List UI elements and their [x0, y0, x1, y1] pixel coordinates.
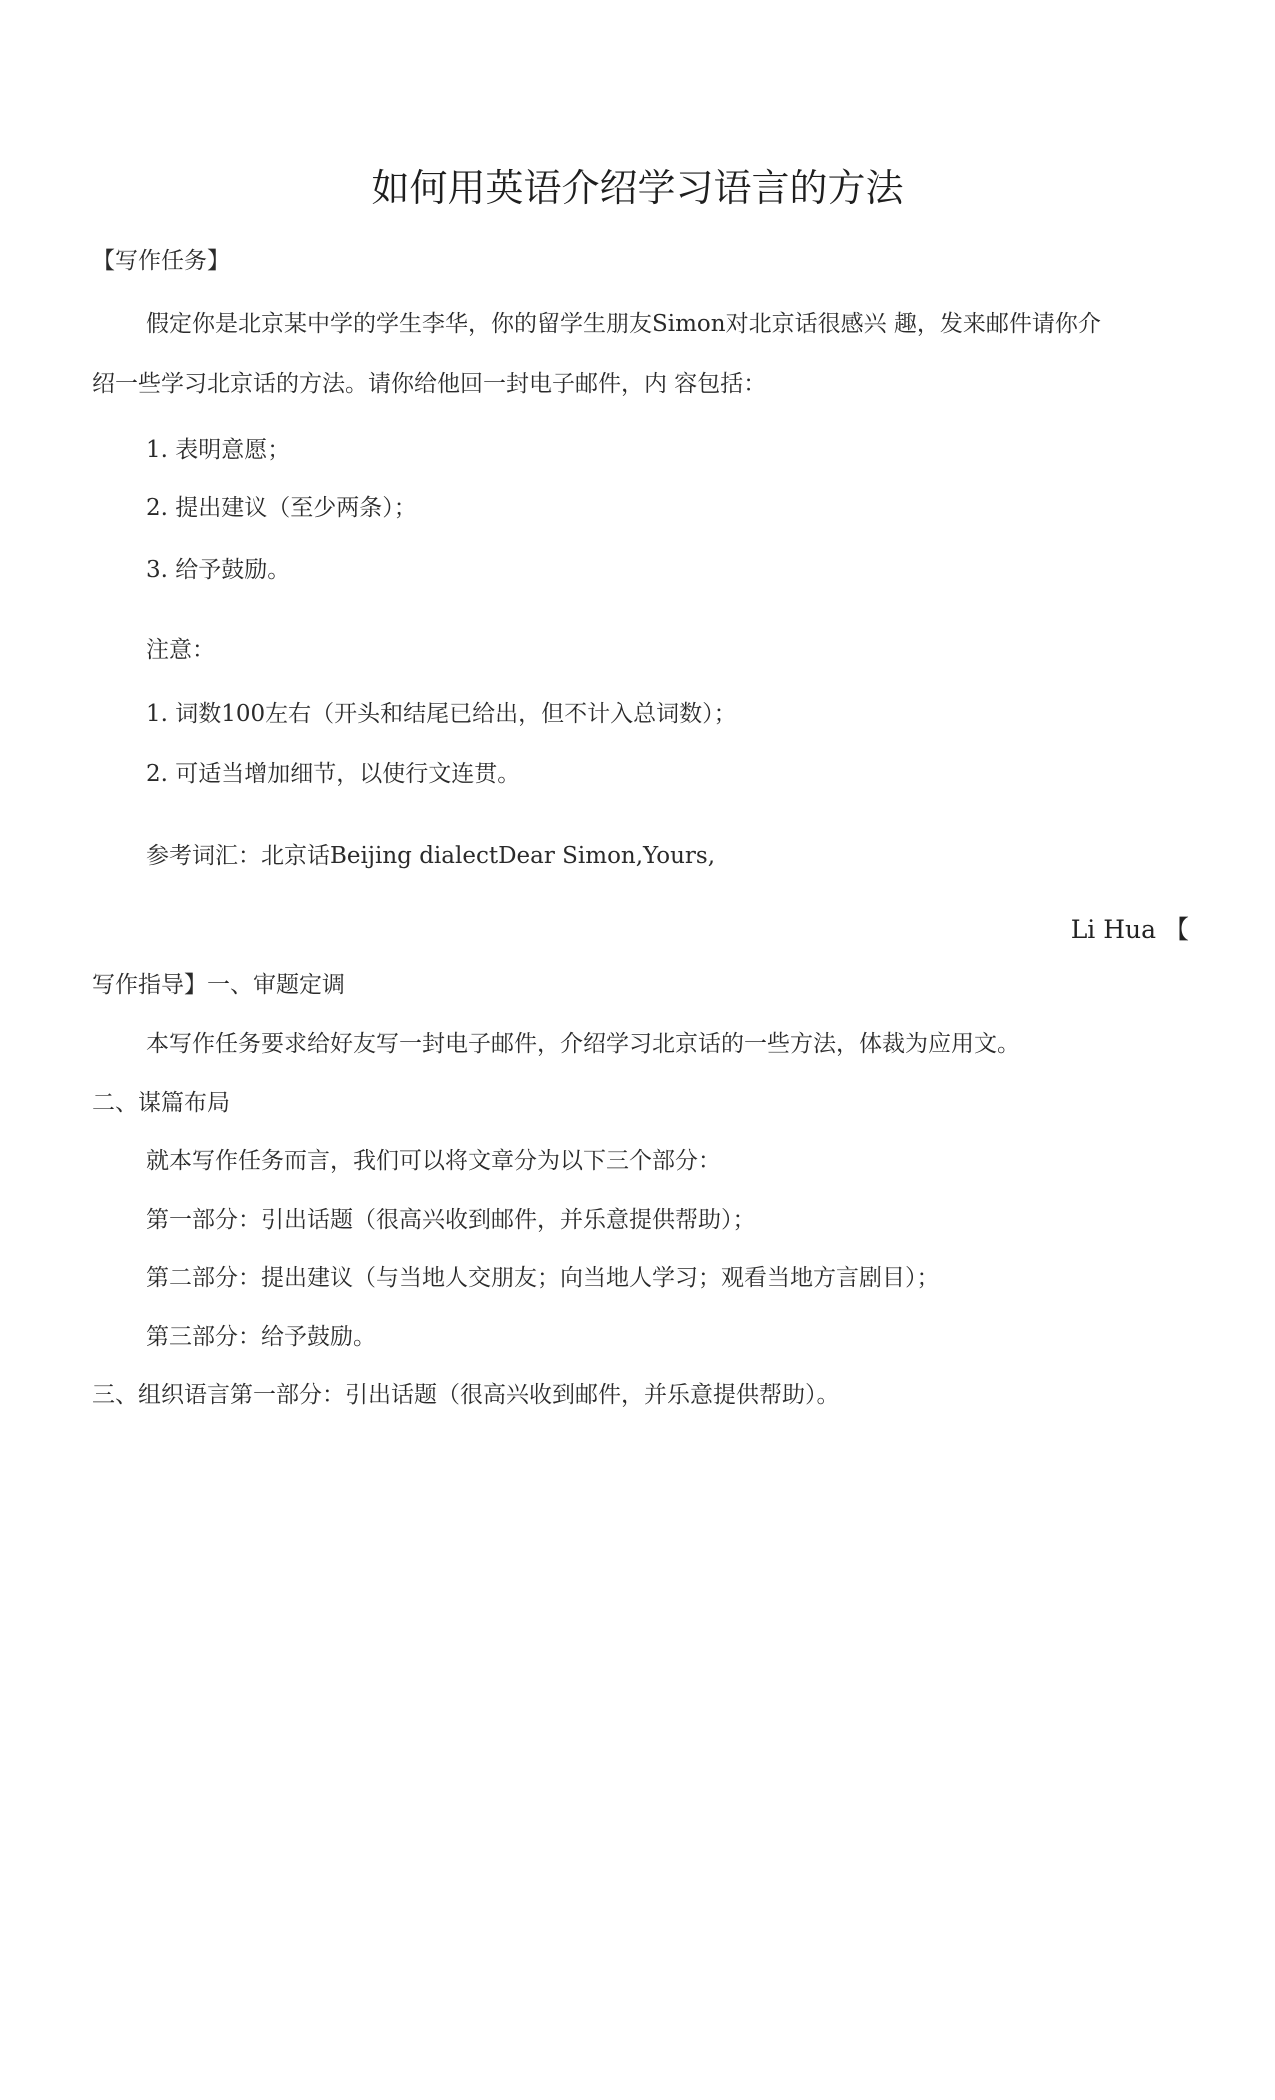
task-paragraph-line-1: 假定你是北京某中学的学生李华，你的留学生朋友Simon对北京话很感兴 趣，发来邮件请你介	[146, 311, 1101, 337]
guide-heading-line: 写作指导】一、审题定调	[92, 972, 345, 998]
section-3-line: 三、组织语言第一部分：引出话题（很高兴收到邮件，并乐意提供帮助）。	[92, 1382, 840, 1408]
page-title: 如何用英语介绍学习语言的方法	[371, 166, 904, 210]
task-heading: 【写作任务】	[92, 248, 230, 274]
notes-heading: 注意：	[146, 637, 215, 663]
note-item-2: 2. 可适当增加细节，以使行文连贯。	[146, 761, 521, 787]
task-paragraph-line-2: 绍一些学习北京话的方法。请你给他回一封电子邮件，内 容包括：	[92, 371, 767, 397]
part-3: 第三部分：给予鼓励。	[146, 1324, 376, 1350]
guide-paragraph: 本写作任务要求给好友写一封电子邮件，介绍学习北京话的一些方法，体裁为应用文。	[146, 1031, 1020, 1057]
content-item-1: 1. 表明意愿；	[146, 437, 291, 463]
section-2-heading: 二、谋篇布局	[92, 1090, 230, 1116]
content-item-2: 2. 提出建议（至少两条）；	[146, 495, 417, 521]
reference-vocabulary: 参考词汇：北京话Beijing dialectDear Simon,Yours,	[146, 843, 716, 869]
note-item-1: 1. 词数100左右（开头和结尾已给出，但不计入总词数）；	[146, 701, 737, 727]
part-2: 第二部分：提出建议（与当地人交朋友；向当地人学习；观看当地方言剧目）；	[146, 1265, 940, 1291]
part-1: 第一部分：引出话题（很高兴收到邮件，并乐意提供帮助）；	[146, 1207, 756, 1233]
signature: Li Hua 【	[1070, 915, 1189, 944]
section-2-intro: 就本写作任务而言，我们可以将文章分为以下三个部分：	[146, 1148, 721, 1174]
content-item-3: 3. 给予鼓励。	[146, 557, 291, 583]
